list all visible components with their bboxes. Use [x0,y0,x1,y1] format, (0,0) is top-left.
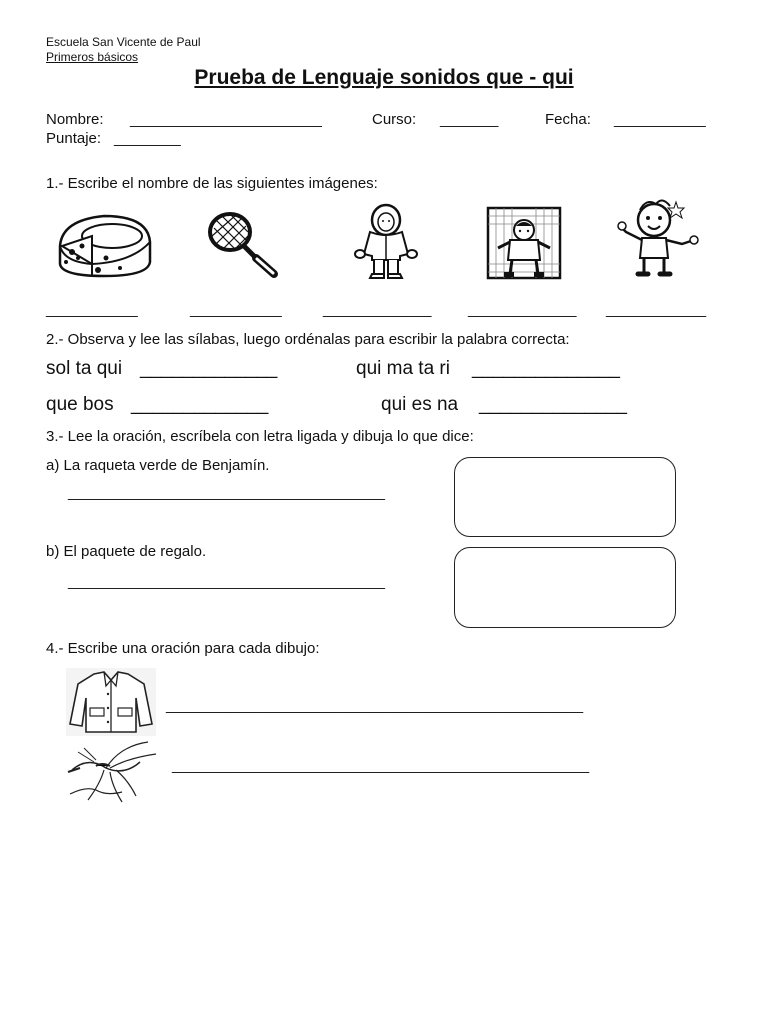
syllables-4: qui es na [381,394,459,415]
sentence-a: a) La raqueta verde de Benjamín. [46,457,270,474]
nombre-label: Nombre: [46,111,104,128]
section2-instruction: 2.- Observa y lee las sílabas, luego ordénalas para escribir la palabra correcta: [46,331,570,348]
racket-icon [202,206,284,280]
syllables-2: qui ma ta ri [356,358,450,379]
boy-icon [616,196,702,282]
jacket-sentence-blank[interactable]: __________________________________________________ [166,697,584,714]
syllables-4-blank[interactable]: ______________ [479,394,627,415]
mosquito-sentence-blank[interactable]: __________________________________________________ [172,757,590,774]
puntaje-field[interactable]: ________ [114,130,181,147]
sentence-b: b) El paquete de regalo. [46,543,207,560]
curso-field[interactable]: _______ [440,111,499,128]
drawing-box-a[interactable] [454,457,676,537]
syllables-2-blank[interactable]: ______________ [472,358,620,379]
curso-label: Curso: [372,111,417,128]
answer-blank-4[interactable]: _____________ [468,301,577,318]
fecha-label: Fecha: [545,111,591,128]
mosquito-icon [66,740,162,806]
page-title: Prueba de Lenguaje sonidos que - qui [194,66,574,89]
section3-instruction: 3.- Lee la oración, escríbela con letra ligada y dibuja lo que dice: [46,428,474,445]
drawing-box-b[interactable] [454,547,676,628]
cheese-icon [52,206,158,280]
answer-blank-5[interactable]: ____________ [606,301,707,318]
sentence-b-blank[interactable]: ______________________________________ [68,573,386,590]
section4-instruction: 4.- Escribe una oración para cada dibujo: [46,640,320,657]
answer-blank-1[interactable]: ___________ [46,301,138,318]
school-name: Escuela San Vicente de Paul [46,35,201,49]
answer-blank-2[interactable]: ___________ [190,301,282,318]
section1-instruction: 1.- Escribe el nombre de las siguientes imágenes: [46,175,378,192]
answer-blank-3[interactable]: _____________ [323,301,432,318]
jacket-icon [66,668,156,736]
syllables-1: sol ta qui [46,358,123,379]
puntaje-label: Puntaje: [46,130,102,147]
syllables-3-blank[interactable]: _____________ [131,394,269,415]
goalkeeper-icon [484,204,564,282]
syllables-1-blank[interactable]: _____________ [140,358,278,379]
syllables-3: que bos [46,394,114,415]
nombre-field[interactable]: _______________________ [130,111,322,128]
grade-label: Primeros básicos [46,50,139,64]
eskimo-icon [350,202,422,282]
sentence-a-blank[interactable]: ______________________________________ [68,484,386,501]
fecha-field[interactable]: ___________ [614,111,706,128]
